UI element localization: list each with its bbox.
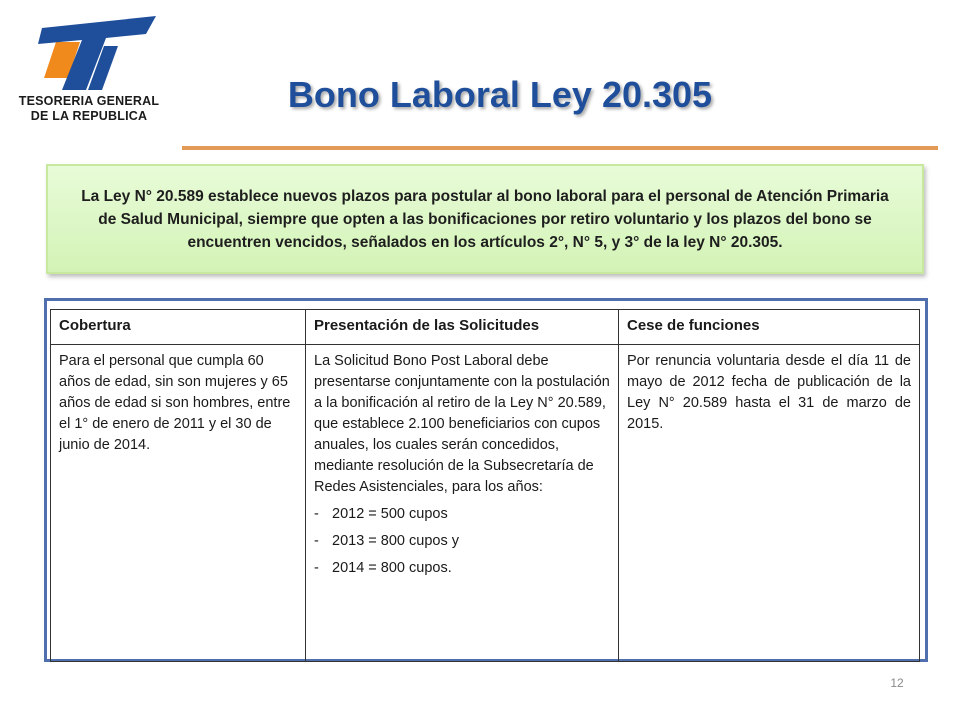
logo-line-1: TESORERIA GENERAL <box>18 94 160 108</box>
dash-marker: - <box>314 560 319 576</box>
presentacion-text: La Solicitud Bono Post Laboral debe presentarse conjuntamente con la postulación a la bonificación al retiro de la Ley N° 20.589, que establece 2.100 beneficiarios con cupos anuales, los cuales serán concedidos, mediante resolución de la Subsecretaría de Redes Asistenciales, para los años: <box>314 353 610 495</box>
cupo-2013: 2013 = 800 cupos y <box>332 533 459 549</box>
title-divider <box>182 146 938 150</box>
logo-line-2: DE LA REPUBLICA <box>30 109 148 123</box>
cupo-2014: 2014 = 800 cupos. <box>332 560 452 576</box>
cupos-list <box>314 504 610 579</box>
table-row <box>51 345 920 662</box>
logo-text <box>14 94 164 124</box>
slide-title: Bono Laboral Ley 20.305 <box>287 74 713 115</box>
treasury-emblem-icon <box>38 16 158 90</box>
info-table-frame <box>44 298 928 662</box>
cell-presentacion <box>306 345 619 662</box>
page-number: 12 <box>890 676 904 690</box>
dash-marker: - <box>314 506 319 522</box>
intro-box <box>46 164 924 274</box>
info-table <box>50 309 920 662</box>
list-item <box>314 504 610 525</box>
cell-cobertura: Para el personal que cumpla 60 años de edad, sin son mujeres y 65 años de edad si son hombres, entre el 1° de enero de 2011 y el 30 de junio de 2014. <box>51 345 306 662</box>
treasury-logo <box>14 16 164 134</box>
header-presentacion: Presentación de las Solicitudes <box>306 310 619 345</box>
intro-text: La Ley N° 20.589 establece nuevos plazos para postular al bono laboral para el personal de Atención Primaria de Salud Municipal, siempre que opten a las bonificaciones por retiro voluntario y los plazos del bono se encuentren vencidos, señalados en los artículos 2°, N° 5, y 3° de la ley N° 20.305. <box>81 187 889 251</box>
list-item <box>314 558 610 579</box>
cell-cese: Por renuncia voluntaria desde el día 11 de mayo de 2012 fecha de publicación de la Ley N° 20.589 hasta el 31 de marzo de 2015. <box>619 345 920 662</box>
dash-marker: - <box>314 533 319 549</box>
list-item <box>314 531 610 552</box>
header-cobertura: Cobertura <box>51 310 306 345</box>
cupo-2012: 2012 = 500 cupos <box>332 506 448 522</box>
table-header-row <box>51 310 920 345</box>
header-cese: Cese de funciones <box>619 310 920 345</box>
